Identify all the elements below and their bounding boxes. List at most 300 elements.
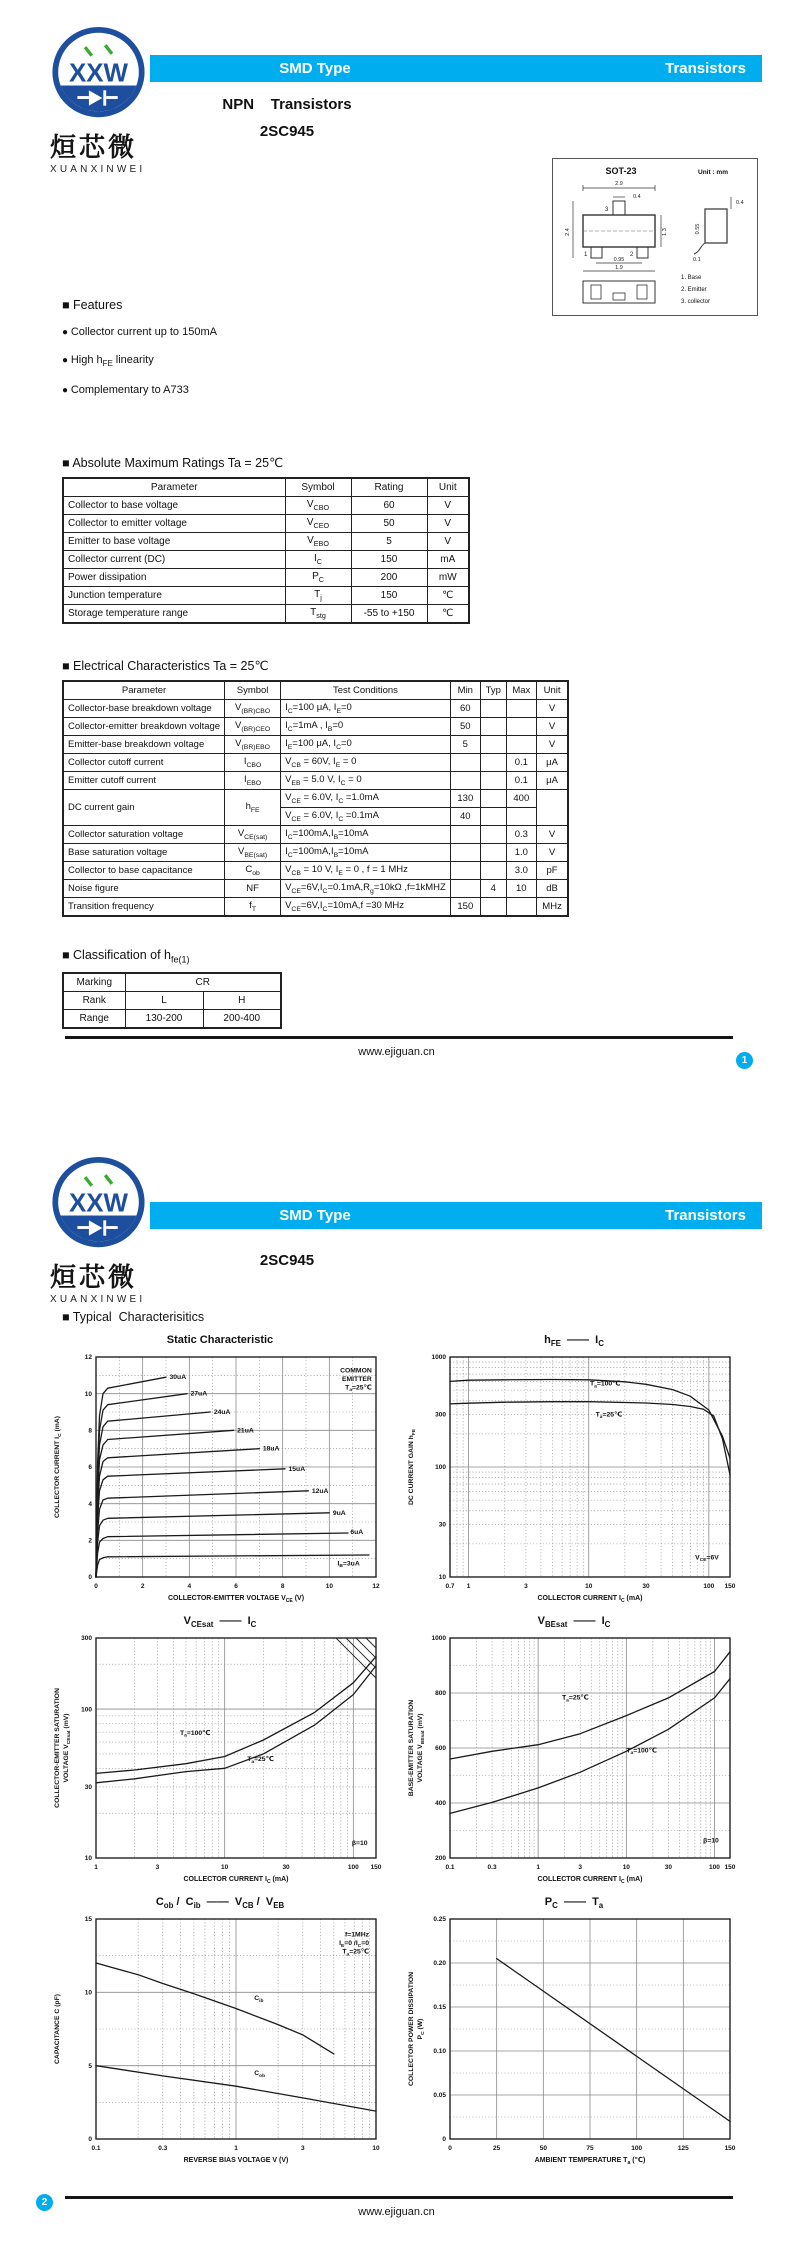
header-band-right: Transistors bbox=[665, 1207, 746, 1224]
table-cell bbox=[480, 826, 506, 844]
table-cell bbox=[450, 826, 480, 844]
svg-text:3: 3 bbox=[578, 1864, 583, 1871]
table-cell: Noise figure bbox=[63, 880, 225, 898]
chart-title: $C_{ob} / C_{ib}$ ―― $V_{CB} / V_{EB}$ bbox=[155, 1896, 285, 1911]
table-cell: ℃ bbox=[427, 587, 469, 605]
table-cell: $I_{CBO}$ bbox=[225, 754, 281, 772]
table-cell: $V_{CBO}$ bbox=[285, 497, 351, 515]
header-band bbox=[150, 55, 762, 82]
table-cell: 200-400 bbox=[203, 1009, 281, 1028]
table-row bbox=[63, 844, 568, 862]
svg-text:10: 10 bbox=[372, 2145, 380, 2152]
chart-title: Static Characteristic bbox=[166, 1334, 274, 1346]
chart-vcesat-vs-ic-plot bbox=[48, 1630, 392, 1888]
table-cell: $V_{CE} = 6.0V$, $I_C =1.0mA$ bbox=[281, 790, 451, 808]
ratings-section bbox=[62, 455, 470, 624]
svg-text:2: 2 bbox=[140, 1583, 145, 1590]
svg-text:0.20: 0.20 bbox=[433, 1960, 446, 1968]
brand-logo bbox=[50, 1156, 170, 1305]
svg-text:COLLECTOR CURRENT IC (mA): COLLECTOR CURRENT $I_C$ (mA) bbox=[183, 1876, 289, 1885]
svg-text:150: 150 bbox=[724, 1583, 736, 1590]
svg-text:18uA: 18uA bbox=[262, 1445, 280, 1453]
svg-text:200: 200 bbox=[435, 1855, 446, 1863]
svg-text:27uA: 27uA bbox=[190, 1390, 208, 1398]
svg-text:10: 10 bbox=[585, 1583, 593, 1590]
svg-text:4: 4 bbox=[88, 1500, 92, 1508]
brand-mark: XXW bbox=[68, 1189, 129, 1218]
table-cell bbox=[450, 844, 480, 862]
table-cell: Collector to emitter voltage bbox=[63, 515, 285, 533]
package-unit: Unit : mm bbox=[698, 169, 728, 176]
svg-text:0: 0 bbox=[94, 1583, 98, 1590]
svg-text:Ta=100℃: $T_a=100℃$ bbox=[590, 1380, 621, 1390]
part-number: 2SC945 bbox=[259, 123, 315, 140]
part-number: 2SC945 bbox=[259, 1252, 315, 1269]
svg-text:100: 100 bbox=[709, 1864, 720, 1871]
svg-text:150: 150 bbox=[724, 2145, 736, 2152]
pin2-number: 2 bbox=[630, 252, 634, 258]
page-number-badge: 1 bbox=[736, 1052, 753, 1069]
svg-text:30: 30 bbox=[282, 1864, 290, 1871]
svg-text:COLLECTOR POWER DISSIPATION: COLLECTOR POWER DISSIPATION bbox=[408, 1971, 415, 2087]
svg-text:800: 800 bbox=[435, 1690, 446, 1698]
table-row bbox=[63, 551, 469, 569]
feature-item: ● Complementary to A733 bbox=[62, 384, 422, 396]
chart-hfe-vs-ic-plot bbox=[402, 1349, 746, 1607]
svg-text:CAPACITANCE C (pF): CAPACITANCE C (pF) bbox=[54, 1994, 61, 2064]
table-row bbox=[63, 605, 469, 624]
svg-text:EMITTER: EMITTER bbox=[341, 1375, 372, 1383]
table-cell: 50 bbox=[351, 515, 427, 533]
header-band-left: SMD Type bbox=[279, 1207, 351, 1224]
table-cell: V bbox=[536, 736, 568, 754]
dim-body-half: 1.3 bbox=[662, 228, 668, 236]
svg-text:IB=3uA: $I_B=3uA$ bbox=[337, 1560, 360, 1570]
table-cell: H bbox=[203, 991, 281, 1009]
table-cell: 400 bbox=[506, 790, 536, 808]
svg-text:100: 100 bbox=[631, 2145, 643, 2152]
table-cell: L bbox=[125, 991, 203, 1009]
table-cell: 3.0 bbox=[506, 862, 536, 880]
table-cell bbox=[506, 718, 536, 736]
table-cell: Rank bbox=[63, 991, 125, 1009]
table-row bbox=[63, 754, 568, 772]
svg-text:Ta=25℃: $T_a=25℃$ bbox=[345, 1384, 372, 1394]
dim-lead-thk: 0.4 bbox=[736, 200, 744, 206]
table-cell: 10 bbox=[506, 880, 536, 898]
table-header-row bbox=[63, 478, 469, 497]
brand-mark: XXW bbox=[68, 59, 129, 88]
table-row bbox=[63, 1009, 281, 1028]
table-cell: $V_{CE(sat)}$ bbox=[225, 826, 281, 844]
table-cell bbox=[480, 700, 506, 718]
svg-text:15uA: 15uA bbox=[288, 1465, 306, 1473]
table-row bbox=[63, 587, 469, 605]
electrical-title: ■ Electrical Characteristics Ta = 25℃ bbox=[62, 659, 269, 673]
column-header: Max bbox=[506, 681, 536, 700]
datasheet-page-1 bbox=[0, 0, 793, 1100]
header-band bbox=[150, 1202, 762, 1229]
features-list bbox=[62, 326, 422, 396]
table-cell: Collector cutoff current bbox=[63, 754, 225, 772]
svg-text:100: 100 bbox=[347, 1864, 359, 1871]
svg-text:150: 150 bbox=[370, 1864, 382, 1871]
table-cell: 5 bbox=[351, 533, 427, 551]
table-cell: $I_{EBO}$ bbox=[225, 772, 281, 790]
chart-title: $P_C$ ―― $T_a$ bbox=[544, 1896, 604, 1911]
table-cell: 50 bbox=[450, 718, 480, 736]
table-cell bbox=[450, 862, 480, 880]
chart-pc-vs-ta-plot bbox=[402, 1911, 746, 2169]
svg-text:6: 6 bbox=[88, 1464, 92, 1472]
table-cell: MHz bbox=[536, 898, 568, 917]
table-cell: V bbox=[536, 718, 568, 736]
table-cell: $h_{FE}$ bbox=[225, 790, 281, 826]
brand-name-en: XUANXINWEI bbox=[50, 164, 146, 175]
svg-text:REVERSE BIAS VOLTAGE V (V): REVERSE BIAS VOLTAGE V (V) bbox=[183, 2157, 289, 2164]
column-header: Test Conditions bbox=[281, 681, 451, 700]
features-section bbox=[62, 298, 422, 412]
table-cell: V bbox=[427, 515, 469, 533]
table-row bbox=[63, 898, 568, 917]
electrical-table bbox=[62, 680, 569, 917]
svg-text:IE=0 /IC=0: $I_E=0$ $/I_C=0$ bbox=[339, 1940, 369, 1949]
ratings-table bbox=[62, 477, 470, 624]
chart-hfe-vs-ic bbox=[402, 1334, 746, 1607]
chart-vbesat-vs-ic bbox=[402, 1615, 746, 1888]
page-number-badge: 2 bbox=[36, 2194, 53, 2211]
table-cell: Emitter cutoff current bbox=[63, 772, 225, 790]
svg-text:8: 8 bbox=[88, 1427, 92, 1435]
table-cell: $T_{stg}$ bbox=[285, 605, 351, 624]
table-cell: $I_E=100$ μA, $I_C=0$ bbox=[281, 736, 451, 754]
svg-text:2: 2 bbox=[88, 1537, 92, 1545]
table-cell bbox=[480, 808, 506, 826]
table-cell: Collector to base voltage bbox=[63, 497, 285, 515]
svg-text:0.10: 0.10 bbox=[433, 2048, 446, 2056]
table-cell: 130-200 bbox=[125, 1009, 203, 1028]
svg-text:0: 0 bbox=[88, 2136, 92, 2144]
table-cell: V bbox=[427, 497, 469, 515]
svg-text:COMMON: COMMON bbox=[340, 1367, 372, 1375]
table-cell: $P_C$ bbox=[285, 569, 351, 587]
svg-text:600: 600 bbox=[435, 1745, 446, 1753]
table-cell: Base saturation voltage bbox=[63, 844, 225, 862]
table-cell: Collector current (DC) bbox=[63, 551, 285, 569]
table-cell bbox=[480, 772, 506, 790]
svg-text:0.3: 0.3 bbox=[158, 2145, 168, 2152]
table-cell: $C_{ob}$ bbox=[225, 862, 281, 880]
table-cell: Collector to base capacitance bbox=[63, 862, 225, 880]
svg-text:PC (W): $P_C$ (W) bbox=[417, 2018, 426, 2040]
classification-section bbox=[62, 948, 282, 1029]
table-cell bbox=[480, 862, 506, 880]
table-cell: $V_{CB} = 60V$, $I_E = 0$ bbox=[281, 754, 451, 772]
table-cell: 0.1 bbox=[506, 772, 536, 790]
svg-text:12: 12 bbox=[84, 1354, 92, 1362]
table-cell bbox=[536, 790, 568, 826]
footer-url[interactable]: www.ejiguan.cn bbox=[358, 2206, 435, 2218]
table-cell bbox=[450, 754, 480, 772]
table-cell: CR bbox=[125, 973, 281, 992]
svg-text:24uA: 24uA bbox=[213, 1409, 231, 1416]
svg-text:12: 12 bbox=[372, 1583, 380, 1590]
table-cell: $V_{CE} = 6.0V$, $I_C =0.1mA$ bbox=[281, 808, 451, 826]
table-row bbox=[63, 700, 568, 718]
table-cell: $I_C=1mA$ , $I_B=0$ bbox=[281, 718, 451, 736]
svg-text:10: 10 bbox=[84, 1855, 92, 1863]
pin-legend-base: 1. Base bbox=[681, 275, 702, 281]
svg-text:0.7: 0.7 bbox=[445, 1583, 455, 1590]
table-cell bbox=[480, 718, 506, 736]
brand-name-cn: 烜芯微 bbox=[50, 1262, 138, 1292]
table-cell: 150 bbox=[450, 898, 480, 917]
svg-text:0.15: 0.15 bbox=[433, 2004, 446, 2012]
table-cell: 40 bbox=[450, 808, 480, 826]
table-cell: 0.1 bbox=[506, 754, 536, 772]
svg-text:β=10: β=10 bbox=[351, 1839, 368, 1847]
table-cell: 5 bbox=[450, 736, 480, 754]
svg-text:0: 0 bbox=[88, 1574, 92, 1582]
svg-text:75: 75 bbox=[586, 2145, 594, 2152]
pin1-number: 1 bbox=[584, 252, 588, 258]
chart-vcesat-vs-ic bbox=[48, 1615, 392, 1888]
svg-text:COLLECTOR-EMITTER SATURATION: COLLECTOR-EMITTER SATURATION bbox=[54, 1688, 61, 1808]
table-cell bbox=[480, 736, 506, 754]
table-cell: $T_j$ bbox=[285, 587, 351, 605]
svg-text:150: 150 bbox=[724, 1864, 736, 1871]
table-row bbox=[63, 569, 469, 587]
svg-text:1: 1 bbox=[94, 1864, 98, 1871]
table-cell bbox=[506, 898, 536, 917]
svg-text:5: 5 bbox=[88, 2062, 92, 2070]
column-header: Parameter bbox=[63, 681, 225, 700]
table-cell: Emitter to base voltage bbox=[63, 533, 285, 551]
svg-text:COLLECTOR CURRENT IC (mA): COLLECTOR CURRENT $I_C$ (mA) bbox=[537, 1876, 643, 1885]
svg-text:1000: 1000 bbox=[431, 1635, 446, 1643]
datasheet-page-2 bbox=[0, 1100, 793, 2244]
table-cell: Marking bbox=[63, 973, 125, 992]
svg-text:3: 3 bbox=[524, 1583, 528, 1590]
table-cell: 60 bbox=[450, 700, 480, 718]
electrical-section bbox=[62, 658, 569, 917]
svg-text:10: 10 bbox=[622, 1864, 630, 1871]
svg-text:15: 15 bbox=[84, 1916, 92, 1924]
svg-text:Ta=25℃: $T_a=25℃$ bbox=[342, 1948, 369, 1958]
svg-text:21uA: 21uA bbox=[237, 1427, 254, 1435]
table-cell: Emitter-base breakdown voltage bbox=[63, 736, 225, 754]
svg-text:1: 1 bbox=[536, 1864, 540, 1871]
table-cell: Collector-emitter breakdown voltage bbox=[63, 718, 225, 736]
table-cell: 150 bbox=[351, 587, 427, 605]
classification-table bbox=[62, 972, 282, 1029]
table-cell: 60 bbox=[351, 497, 427, 515]
table-cell: $V_{CE}=6V,I_C=10mA,f =30$ MHz bbox=[281, 898, 451, 917]
table-cell: 4 bbox=[480, 880, 506, 898]
table-cell bbox=[450, 880, 480, 898]
pin3-number: 3 bbox=[605, 207, 609, 213]
table-row bbox=[63, 515, 469, 533]
svg-text:Cob: $C_{ob}$ bbox=[254, 2070, 266, 2079]
chart-static-characteristic bbox=[48, 1334, 392, 1607]
dim-pin-pitch: 0.95 bbox=[613, 257, 625, 263]
svg-text:Ta=25℃: $T_a=25℃$ bbox=[595, 1411, 623, 1421]
brand-logo-icon bbox=[50, 1156, 147, 1252]
svg-text:VOLTAGE VCEsat (mV): VOLTAGE $V_{CEsat}$ (mV) bbox=[63, 1713, 72, 1783]
svg-text:Ta=100℃: $T_a=100℃$ bbox=[180, 1729, 211, 1739]
table-row bbox=[63, 826, 568, 844]
table-cell: $I_C=100$ μA, $I_E=0$ bbox=[281, 700, 451, 718]
svg-text:10: 10 bbox=[325, 1583, 333, 1590]
svg-text:β=10: β=10 bbox=[703, 1837, 719, 1845]
table-cell: pF bbox=[536, 862, 568, 880]
table-cell: $I_C=100mA,I_B=10mA$ bbox=[281, 826, 451, 844]
table-cell: 150 bbox=[351, 551, 427, 569]
footer-rule bbox=[65, 2196, 733, 2199]
table-cell: μA bbox=[536, 772, 568, 790]
svg-text:30: 30 bbox=[438, 1521, 446, 1529]
chart-title: $h_{FE}$ ―― $I_C$ bbox=[544, 1334, 604, 1349]
svg-text:25: 25 bbox=[493, 2145, 501, 2152]
svg-text:400: 400 bbox=[435, 1800, 446, 1808]
svg-text:0.25: 0.25 bbox=[433, 1916, 446, 1924]
table-cell: $V_{EBO}$ bbox=[285, 533, 351, 551]
table-cell: V bbox=[536, 844, 568, 862]
table-row bbox=[63, 533, 469, 551]
svg-text:Ta=25℃: $T_a=25℃$ bbox=[247, 1756, 274, 1765]
table-row bbox=[63, 718, 568, 736]
svg-text:BASE-EMITTER SATURATION: BASE-EMITTER SATURATION bbox=[408, 1699, 415, 1797]
svg-text:COLLECTOR CURRENT IC (mA): COLLECTOR CURRENT $I_C$ (mA) bbox=[537, 1595, 643, 1604]
header-band-left: SMD Type bbox=[279, 60, 351, 77]
chart-vbesat-vs-ic-plot bbox=[402, 1630, 746, 1888]
table-cell: $I_C$ bbox=[285, 551, 351, 569]
table-cell: 130 bbox=[450, 790, 480, 808]
feature-item: ● High $h_{FE}$ linearity bbox=[62, 354, 422, 368]
dim-body-height: 2.4 bbox=[565, 228, 571, 236]
table-cell bbox=[480, 754, 506, 772]
table-cell: NF bbox=[225, 880, 281, 898]
column-header: Rating bbox=[351, 478, 427, 497]
svg-text:VCE=6V: $V_{CE}=6V$ bbox=[695, 1554, 719, 1564]
table-cell bbox=[506, 808, 536, 826]
svg-text:6: 6 bbox=[234, 1583, 238, 1590]
table-row bbox=[63, 973, 281, 992]
chart-static-characteristic-plot bbox=[48, 1349, 392, 1607]
brand-name-cn: 烜芯微 bbox=[50, 132, 138, 162]
table-row bbox=[63, 772, 568, 790]
table-cell: ℃ bbox=[427, 605, 469, 624]
table-cell: DC current gain bbox=[63, 790, 225, 826]
svg-text:30: 30 bbox=[84, 1784, 92, 1792]
column-header: Unit bbox=[427, 478, 469, 497]
table-cell: $V_{CE}=6V,I_C=0.1mA,R_g=10k\Omega$ ,f=1kMHZ bbox=[281, 880, 451, 898]
svg-text:0.1: 0.1 bbox=[91, 2145, 101, 2152]
column-header: Min bbox=[450, 681, 480, 700]
footer-rule bbox=[65, 1036, 733, 1039]
dim-lead-foot: 0.1 bbox=[693, 257, 701, 263]
chart-pc-vs-ta bbox=[402, 1896, 746, 2169]
table-cell: mA bbox=[427, 551, 469, 569]
svg-text:300: 300 bbox=[81, 1635, 92, 1643]
table-cell bbox=[480, 898, 506, 917]
table-row bbox=[63, 862, 568, 880]
pin-legend-emitter: 2. Emitter bbox=[681, 287, 707, 293]
footer-url[interactable]: www.ejiguan.cn bbox=[358, 1046, 435, 1058]
svg-text:1: 1 bbox=[234, 2145, 238, 2152]
table-cell: $V_{CEO}$ bbox=[285, 515, 351, 533]
table-cell: μA bbox=[536, 754, 568, 772]
svg-text:COLLECTOR-EMITTER VOLTAGE VC: COLLECTOR-EMITTER VOLTAGE $V_{CE}$ (V) bbox=[167, 1595, 305, 1604]
chart-title: $V_{BEsat}$ ―― $I_C$ bbox=[537, 1615, 611, 1630]
column-header: Typ bbox=[480, 681, 506, 700]
table-row bbox=[63, 991, 281, 1009]
table-cell: 0.3 bbox=[506, 826, 536, 844]
table-row bbox=[63, 790, 568, 808]
column-header: Symbol bbox=[225, 681, 281, 700]
table-cell: 1.0 bbox=[506, 844, 536, 862]
document-title: NPN Transistors bbox=[222, 96, 352, 113]
svg-text:9uA: 9uA bbox=[332, 1509, 346, 1517]
features-title: ■ Features bbox=[62, 298, 123, 312]
table-cell: Storage temperature range bbox=[63, 605, 285, 624]
svg-text:30uA: 30uA bbox=[169, 1374, 187, 1382]
chart-capacitance-vs-bias-plot bbox=[48, 1911, 392, 2169]
svg-text:0: 0 bbox=[442, 2136, 446, 2144]
table-cell: $V_{BE(sat)}$ bbox=[225, 844, 281, 862]
table-cell: V bbox=[427, 533, 469, 551]
table-cell: Transition frequency bbox=[63, 898, 225, 917]
table-cell: Collector saturation voltage bbox=[63, 826, 225, 844]
svg-text:100: 100 bbox=[435, 1464, 446, 1472]
header-band-right: Transistors bbox=[665, 60, 746, 77]
svg-text:10: 10 bbox=[221, 1864, 229, 1871]
table-cell: -55 to +150 bbox=[351, 605, 427, 624]
table-cell: Collector-base breakdown voltage bbox=[63, 700, 225, 718]
table-cell: 200 bbox=[351, 569, 427, 587]
feature-item: ● Collector current up to 150mA bbox=[62, 326, 422, 338]
dim-standoff: 0.55 bbox=[695, 223, 701, 235]
svg-text:30: 30 bbox=[642, 1583, 650, 1590]
table-cell: V bbox=[536, 700, 568, 718]
svg-text:100: 100 bbox=[81, 1706, 92, 1714]
column-header: Parameter bbox=[63, 478, 285, 497]
charts-grid bbox=[48, 1334, 746, 2169]
table-cell: $V_{EB} = 5.0$ V, $I_C = 0$ bbox=[281, 772, 451, 790]
table-cell: mW bbox=[427, 569, 469, 587]
svg-text:VOLTAGE VBEsat (mV): VOLTAGE $V_{BEsat}$ (mV) bbox=[417, 1713, 426, 1783]
ratings-title: ■ Absolute Maximum Ratings Ta = 25℃ bbox=[62, 456, 284, 470]
package-drawing bbox=[552, 158, 758, 316]
table-header-row bbox=[63, 681, 568, 700]
table-cell bbox=[480, 844, 506, 862]
svg-text:8: 8 bbox=[280, 1583, 285, 1590]
table-cell: $V_{(BR)CEO}$ bbox=[225, 718, 281, 736]
dim-body-width: 2.9 bbox=[615, 181, 623, 187]
svg-text:4: 4 bbox=[187, 1583, 192, 1590]
table-cell bbox=[506, 700, 536, 718]
typical-characteristics-title: ■ Typical Characterisitics bbox=[62, 1310, 205, 1324]
svg-text:12uA: 12uA bbox=[311, 1487, 329, 1495]
table-cell: $I_C=100mA,I_B=10mA$ bbox=[281, 844, 451, 862]
svg-text:f=1MHz: f=1MHz bbox=[345, 1931, 369, 1939]
table-row bbox=[63, 880, 568, 898]
chart-title: $V_{CEsat}$ ―― $I_C$ bbox=[183, 1615, 257, 1630]
package-name: SOT-23 bbox=[605, 166, 637, 176]
brand-name-en: XUANXINWEI bbox=[50, 1294, 146, 1305]
svg-text:Ta=100℃: $T_a=100℃$ bbox=[626, 1747, 657, 1757]
svg-text:300: 300 bbox=[435, 1411, 446, 1419]
